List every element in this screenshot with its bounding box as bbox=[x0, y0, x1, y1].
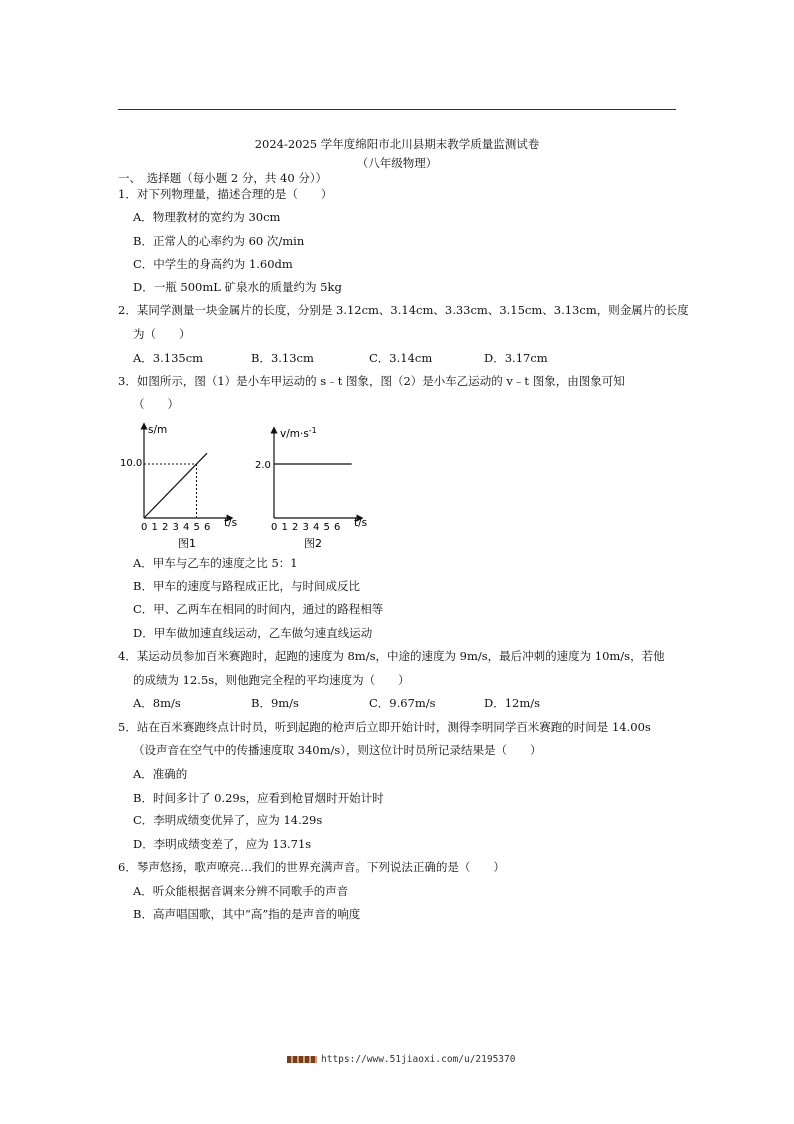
fig2-x-tick-3: 3 bbox=[302, 522, 309, 533]
question-4-stem-cont: 的成绩为 12.5s，则他跑完全程的平均速度为（ ） bbox=[133, 673, 410, 687]
question-4-option-a: A．8m/s bbox=[133, 696, 181, 710]
question-3-option-b: B．甲车的速度与路程成正比，与时间成反比 bbox=[133, 579, 360, 593]
question-4-option-b: B．9m/s bbox=[251, 696, 299, 710]
fig2-x-axis-label: t/s bbox=[354, 517, 368, 529]
fig2-x-tick-0: 0 bbox=[271, 522, 278, 533]
question-5-option-b: B．时间多计了 0.29s，应看到枪冒烟时开始计时 bbox=[133, 791, 384, 805]
fig2-y-axis-label bbox=[280, 426, 317, 440]
question-6-option-a: A．听众能根据音调来分辨不同歌手的声音 bbox=[133, 884, 349, 898]
question-2-stem-cont: 为（ ） bbox=[133, 327, 191, 341]
question-6-stem: 6．琴声悠扬，歌声嘹亮…我们的世界充满声音。下列说法正确的是（ ） bbox=[118, 860, 505, 874]
fig1-x-tick-3: 3 bbox=[172, 522, 179, 533]
fig1-y-tick-label: 10.0 bbox=[120, 458, 143, 469]
fig1-x-tick-5: 5 bbox=[193, 522, 200, 533]
exam-subtitle: （八年级物理） bbox=[356, 156, 438, 170]
question-2-option-d: D．3.17cm bbox=[484, 351, 548, 365]
exam-title: 2024-2025 学年度绵阳市北川县期末教学质量监测试卷 bbox=[254, 137, 540, 151]
question-4-option-d: D．12m/s bbox=[484, 696, 541, 710]
question-6-option-b: B．高声唱国歌，其中“高”指的是声音的响度 bbox=[133, 907, 361, 921]
question-5-stem: 5．站在百米赛跑终点计时员，听到起跑的枪声后立即开始计时，测得李明同学百米赛跑的时间是 14.00s bbox=[118, 720, 651, 734]
question-5-stem-cont: （设声音在空气中的传播速度取 340m/s），则这位计时员所记录结果是（ ） bbox=[133, 743, 542, 757]
question-2-option-b: B．3.13cm bbox=[251, 351, 314, 365]
site-logo-icon bbox=[287, 1056, 317, 1063]
question-5-option-c: C．李明成绩变优异了，应为 14.29s bbox=[133, 813, 323, 827]
fig1-motion-line bbox=[144, 453, 207, 518]
question-4-stem: 4．某运动员参加百米赛跑时，起跑的速度为 8m/s，中途的速度为 9m/s，最后冲刺的速度为 10m/s，若他 bbox=[118, 649, 665, 663]
question-2-option-a: A．3.135cm bbox=[133, 351, 204, 365]
question-2-stem: 2．某同学测量一块金属片的长度，分别是 3.12cm、3.14cm、3.33cm、3.15cm、3.13cm，则金属片的长度 bbox=[118, 303, 689, 317]
fig1-y-axis-label: s/m bbox=[148, 424, 168, 436]
fig1-x-tick-1: 1 bbox=[151, 522, 158, 533]
question-1-option-d: D．一瓶 500mL 矿泉水的质量约为 5kg bbox=[133, 280, 342, 294]
fig2-x-tick-6: 6 bbox=[334, 522, 341, 533]
question-3-option-a: A．甲车与乙车的速度之比 5：1 bbox=[133, 556, 298, 570]
fig1-x-tick-4: 4 bbox=[183, 522, 190, 533]
footer-url[interactable]: https://www.51jiaoxi.com/u/2195370 bbox=[321, 1054, 516, 1065]
fig1-x-tick-6: 6 bbox=[204, 522, 211, 533]
fig2-y-axis-label-sup: -1 bbox=[308, 426, 317, 435]
footer bbox=[287, 1054, 515, 1065]
fig2-x-tick-5: 5 bbox=[323, 522, 330, 533]
fig2-x-tick-1: 1 bbox=[281, 522, 288, 533]
fig1-x-tick-2: 2 bbox=[162, 522, 169, 533]
fig1-x-tick-labels bbox=[141, 522, 210, 533]
fig2-y-tick-label: 2.0 bbox=[255, 460, 271, 471]
figure-2-vt-graph bbox=[252, 420, 382, 552]
question-5-option-d: D．李明成绩变差了，应为 13.71s bbox=[133, 837, 312, 851]
fig2-x-tick-labels bbox=[271, 522, 340, 533]
fig2-x-tick-4: 4 bbox=[313, 522, 320, 533]
question-3-stem: 3．如图所示，图（1）是小车甲运动的 s﹣t 图象，图（2）是小车乙运动的 v﹣t 图象，由图象可知 bbox=[118, 374, 625, 388]
question-3-stem-cont: （ ） bbox=[133, 397, 179, 411]
question-5-option-a: A．准确的 bbox=[133, 767, 188, 781]
section-heading: 一、 选择题（每小题 2 分，共 40 分）） bbox=[118, 171, 328, 185]
fig2-x-tick-2: 2 bbox=[292, 522, 299, 533]
question-1-stem: 1．对下列物理量，描述合理的是（ ） bbox=[118, 187, 333, 201]
fig1-caption: 图1 bbox=[178, 537, 196, 550]
question-3-option-d: D．甲车做加速直线运动，乙车做匀速直线运动 bbox=[133, 626, 373, 640]
fig2-caption: 图2 bbox=[304, 537, 322, 550]
fig1-x-axis-label: t/s bbox=[224, 517, 238, 529]
question-3-option-c: C．甲、乙两车在相同的时间内，通过的路程相等 bbox=[133, 602, 384, 616]
question-1-option-c: C．中学生的身高约为 1.60dm bbox=[133, 257, 293, 271]
question-4-option-c: C．9.67m/s bbox=[369, 696, 436, 710]
question-1-option-a: A．物理教材的宽约为 30cm bbox=[133, 210, 281, 224]
fig2-y-axis-label-main: v/m·s bbox=[280, 428, 309, 440]
question-1-option-b: B．正常人的心率约为 60 次/min bbox=[133, 234, 305, 248]
figure-1-st-graph bbox=[118, 420, 248, 552]
header-rule bbox=[118, 109, 676, 110]
question-2-option-c: C．3.14cm bbox=[369, 351, 433, 365]
fig1-x-tick-0: 0 bbox=[141, 522, 148, 533]
